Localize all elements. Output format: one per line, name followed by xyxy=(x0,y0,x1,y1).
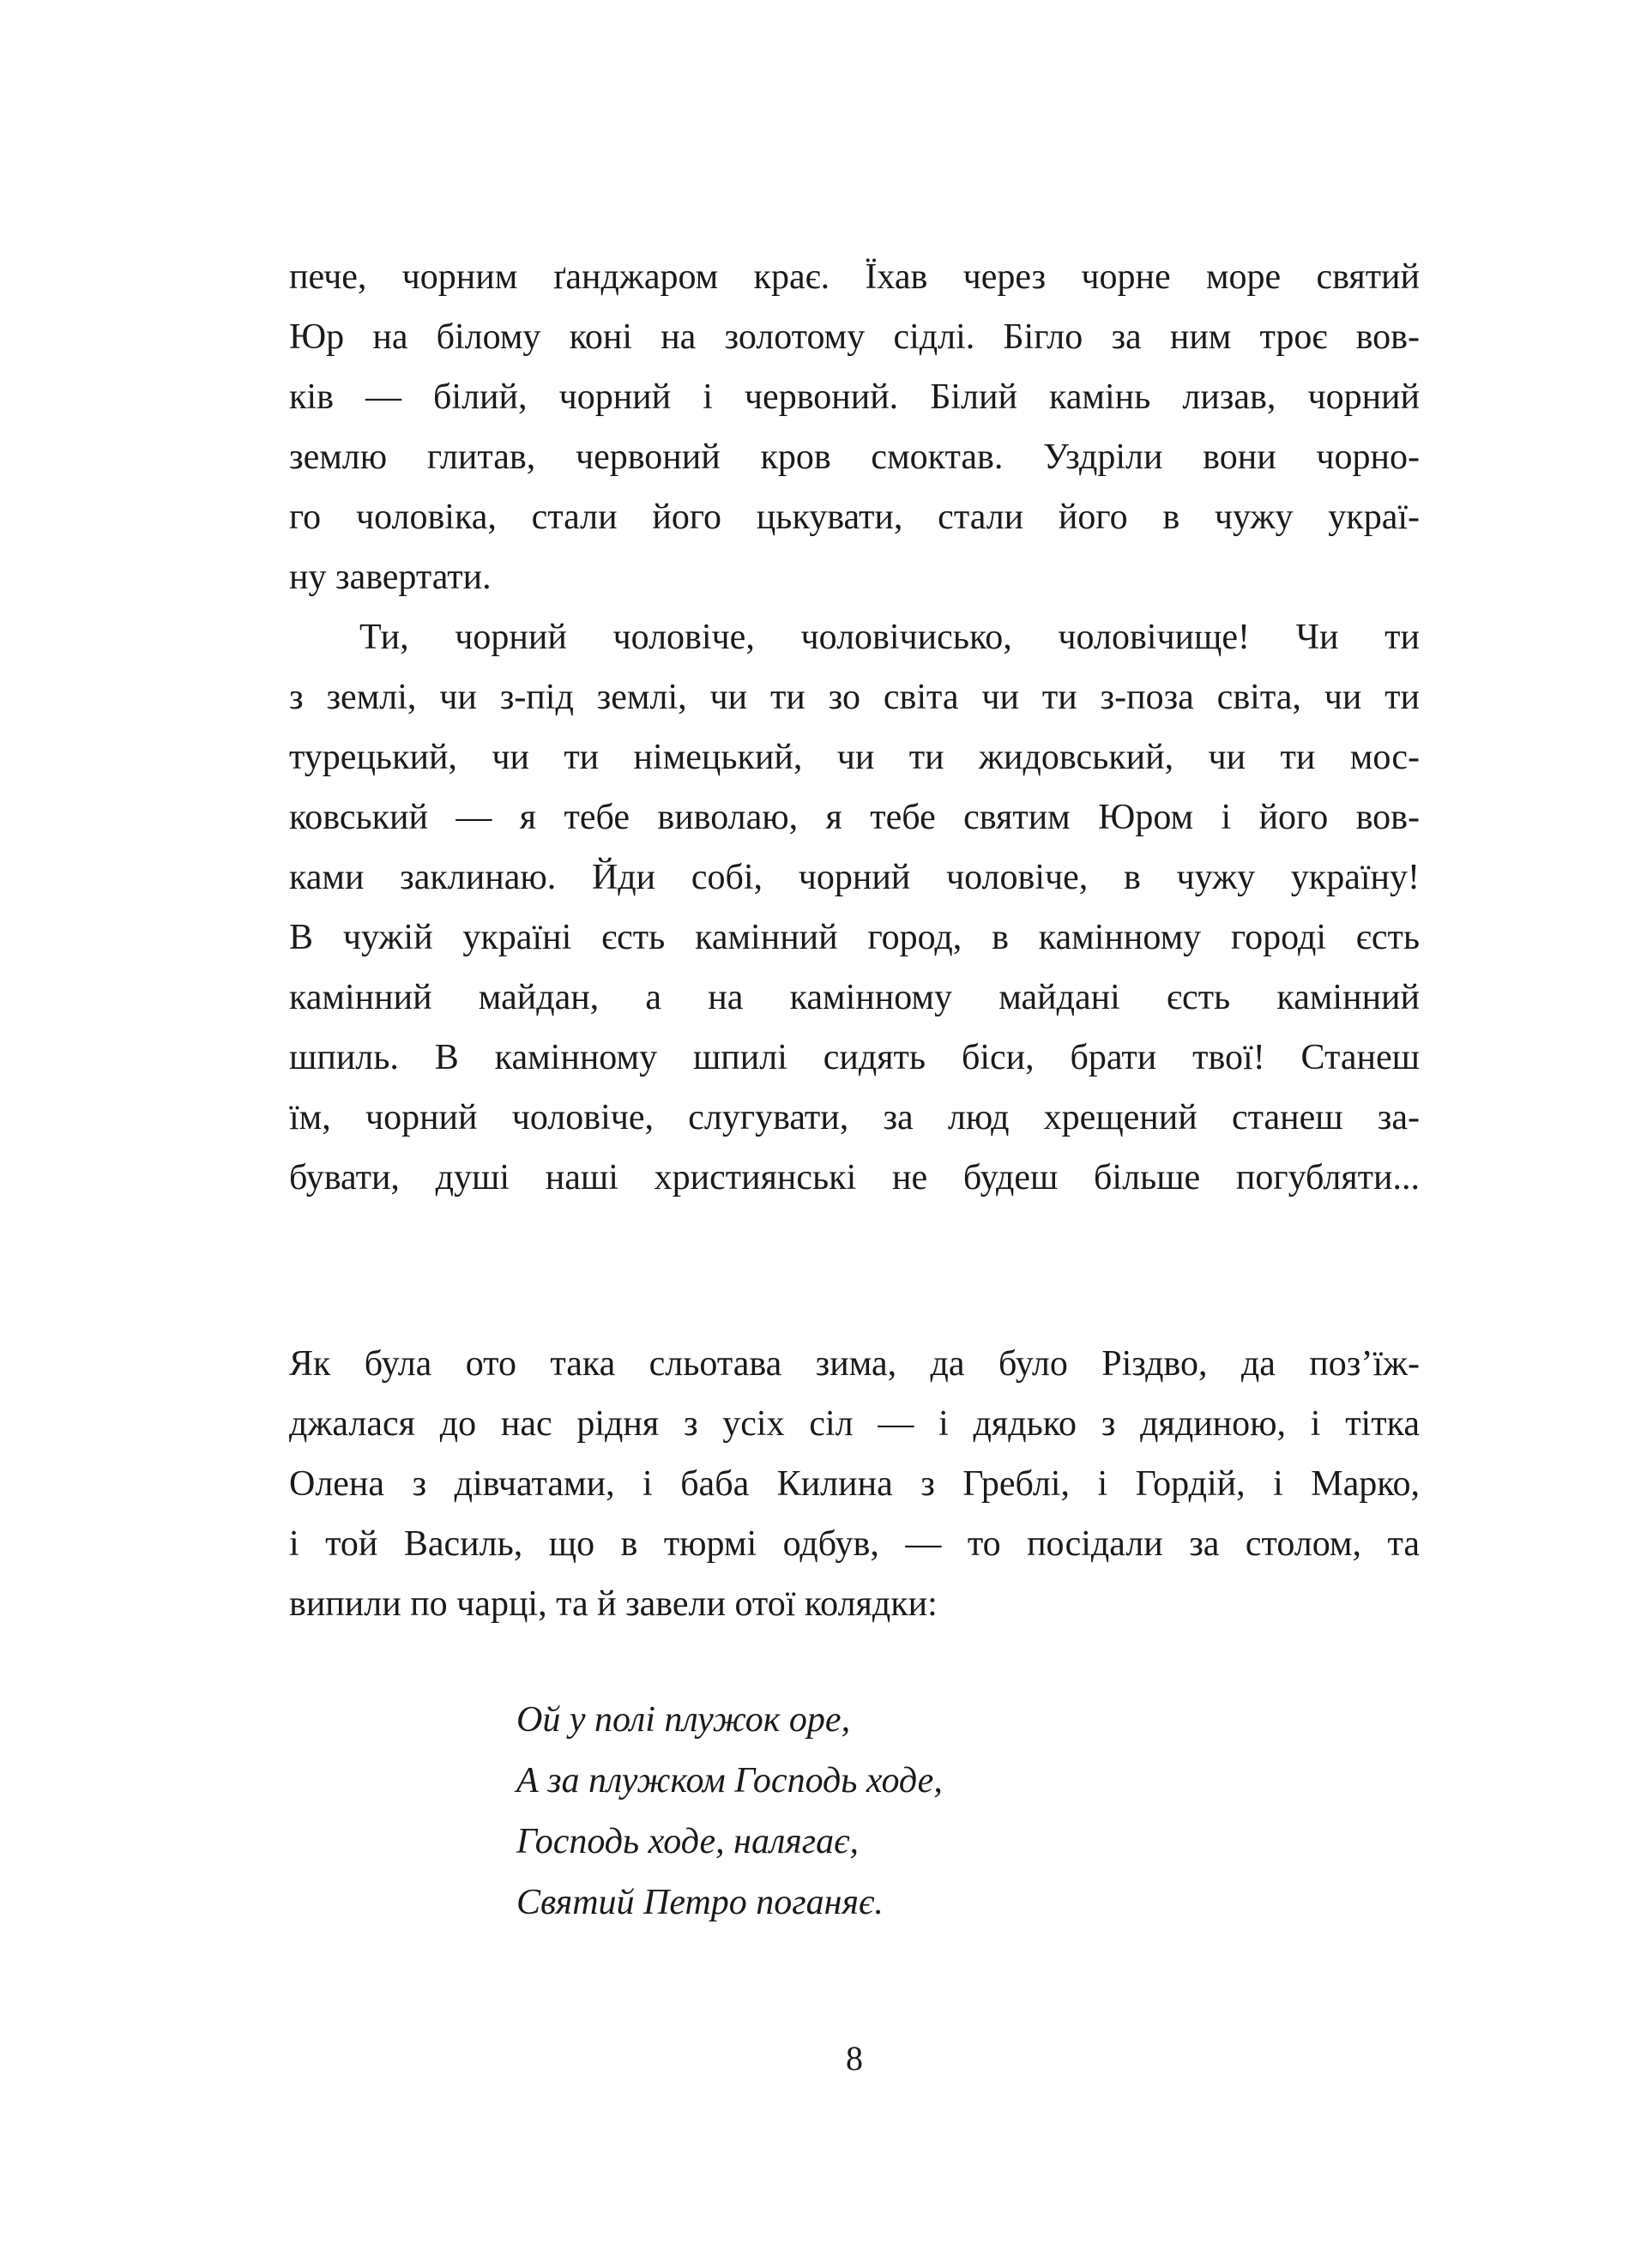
page-number: 8 xyxy=(846,2039,863,2078)
text-line: бувати, душі наші християнські не будеш більше погубляти... xyxy=(289,1158,1420,1197)
text-line: ками заклинаю. Йди собі, чорний чоловіче, в чужу україну! xyxy=(289,858,1420,897)
paragraph-1 xyxy=(289,247,1420,607)
text-line: землю глитав, червоний кров смоктав. Уздріли вони чорно- xyxy=(289,437,1420,477)
verse-line: Ой у полі плужок оре, xyxy=(516,1700,851,1740)
verse-line: Господь ходе, налягає, xyxy=(516,1822,859,1861)
verse-line: Святий Петро поганяє. xyxy=(516,1883,884,1922)
verse-line: А за плужком Господь ходе, xyxy=(516,1761,943,1801)
text-line: шпиль. В камінному шпилі сидять біси, брати твої! Станеш xyxy=(289,1038,1420,1077)
text-line: Олена з дівчатами, і баба Килина з Греблі, і Гордій, і Марко, xyxy=(289,1464,1420,1504)
text-line: турецький, чи ти німецький, чи ти жидовський, чи ти мос- xyxy=(289,738,1420,777)
text-line: Ти, чорний чоловіче, чоловічисько, чоловічище! Чи ти xyxy=(359,618,1420,657)
text-line: джалася до нас рідня з усіх сіл — і дядько з дядиною, і тітка xyxy=(289,1404,1420,1444)
text-line: випили по чарці, та й завели отої колядки: xyxy=(289,1584,938,1624)
paragraph-3 xyxy=(289,1334,1420,1634)
text-line: ків — білий, чорний і червоний. Білий камінь лизав, чорний xyxy=(289,377,1420,417)
text-line: В чужій україні єсть камінний город, в камінному городі єсть xyxy=(289,918,1420,957)
text-line: з землі, чи з-під землі, чи ти зо світа чи ти з-поза світа, чи ти xyxy=(289,678,1420,717)
paragraph-2 xyxy=(289,607,1420,1208)
text-line: Як була ото така сльотава зима, да було Різдво, да поз’їж- xyxy=(289,1344,1420,1384)
text-line: камінний майдан, а на камінному майдані єсть камінний xyxy=(289,978,1420,1017)
text-line: і той Василь, що в тюрмі одбув, — то посідали за столом, та xyxy=(289,1524,1420,1564)
poem-verse xyxy=(516,1690,943,1933)
text-line: го чоловіка, стали його цькувати, стали його в чужу украї- xyxy=(289,498,1420,537)
text-line: пече, чорним ґанджаром крає. Їхав через чорне море святий xyxy=(289,257,1420,297)
text-line: Юр на білому коні на золотому сідлі. Бігло за ним троє вов- xyxy=(289,317,1420,357)
text-line: ковський — я тебе виволаю, я тебе святим Юром і його вов- xyxy=(289,798,1420,837)
text-line: ну завертати. xyxy=(289,558,492,597)
text-line: їм, чорний чоловіче, слугувати, за люд хрещений станеш за- xyxy=(289,1098,1420,1137)
